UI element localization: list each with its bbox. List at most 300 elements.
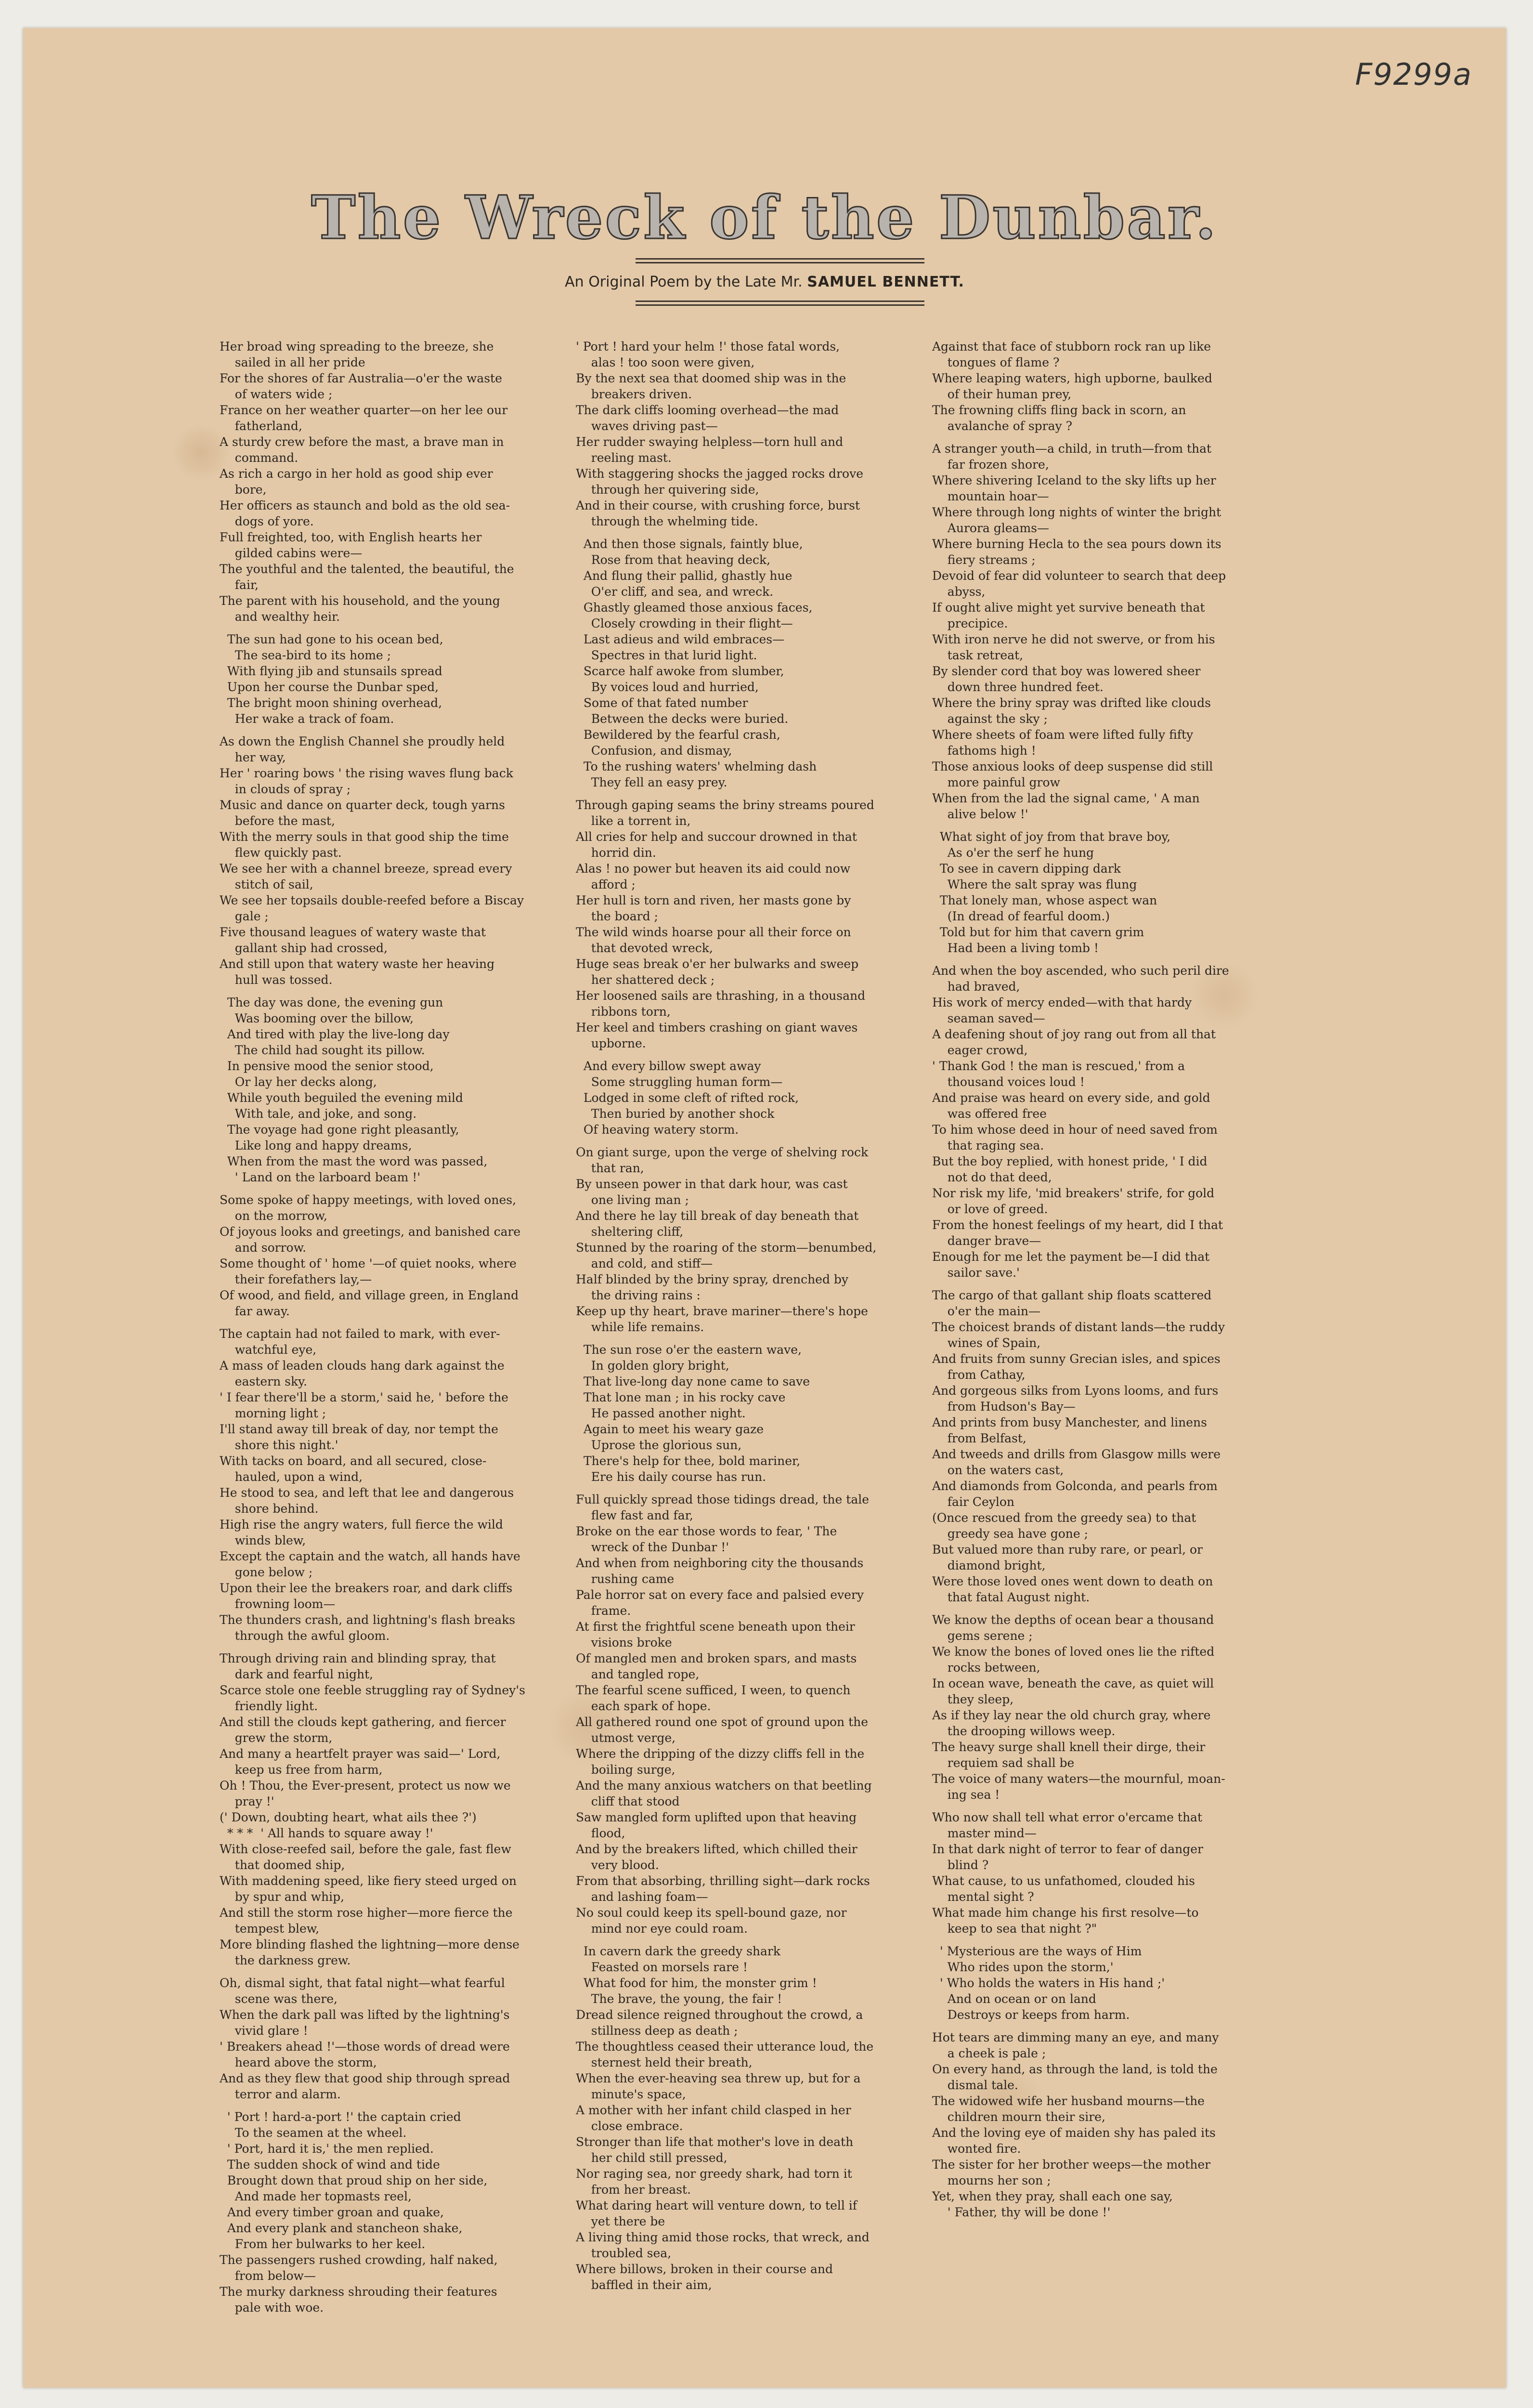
poem-line: More blinding flashed the lightning—more dense	[220, 1937, 520, 1951]
poem-line: utmost verge,	[576, 1731, 676, 1745]
poem-line: upborne.	[576, 1036, 646, 1050]
poem-line: through her quivering side,	[576, 483, 759, 497]
poem-line: or love of greed.	[932, 1202, 1048, 1216]
poem-line: And still upon that watery waste her heaving	[220, 957, 495, 971]
poem-line: By voices loud and hurried,	[576, 680, 759, 694]
poem-line: The day was done, the evening gun	[220, 995, 443, 1009]
poem-line: With the merry souls in that good ship the time	[220, 830, 509, 844]
poem-line: Stunned by the roaring of the storm—benumbed,	[576, 1241, 877, 1255]
poem-line: And every billow swept away	[576, 1059, 761, 1073]
subtitle-prefix: An Original Poem by the Late Mr.	[565, 274, 803, 290]
poem-line: far frozen shore,	[932, 458, 1049, 471]
poem-line: heard above the storm,	[220, 2055, 377, 2069]
poem-line: Destroys or keeps from harm.	[932, 2008, 1130, 2022]
poem-line	[932, 1605, 1365, 1612]
poem-line: the darkness grew.	[220, 1953, 351, 1967]
poem-line: Saw mangled form uplifted upon that heaving	[576, 1810, 857, 1824]
poem-line: And every timber groan and quake,	[220, 2205, 444, 2219]
poem-line: Of wood, and field, and village green, in England	[220, 1288, 519, 1302]
poem-line: And in their course, with crushing force, burst	[576, 498, 860, 512]
poem-line: terror and alarm.	[220, 2087, 341, 2101]
poem-line: Scarce half awoke from slumber,	[576, 664, 784, 678]
poem-line	[932, 1803, 1365, 1809]
poem-line: pale with woe.	[220, 2301, 324, 2315]
poem-line: Had been a living tomb !	[932, 941, 1099, 955]
poem-line: o'er the main—	[932, 1304, 1040, 1318]
poem-line: And every plank and stancheon shake,	[220, 2221, 463, 2235]
poem-line: gilded cabins were—	[220, 546, 363, 560]
poem-line: mental sight ?	[932, 1890, 1034, 1904]
poem-line: That lonely man, whose aspect wan	[932, 893, 1157, 907]
poem-line: stitch of sail,	[220, 877, 313, 891]
poem-line: scene was there,	[220, 1992, 338, 2006]
poem-line: A mass of leaden clouds hang dark against the	[220, 1359, 505, 1373]
poem-line: flew quickly past.	[220, 846, 342, 860]
poem-line: gone below ;	[220, 1565, 313, 1579]
poem-line: The choicest brands of distant lands—the ruddy	[932, 1320, 1225, 1334]
poem-line: on the morrow,	[220, 1209, 327, 1223]
poem-line: * * * ' All hands to square away !'	[220, 1826, 433, 1840]
poem-line: What daring heart will venture down, to tell if	[576, 2199, 857, 2212]
poem-line: To the seamen at the wheel.	[220, 2126, 407, 2140]
poem-line: The bright moon shining overhead,	[220, 696, 442, 710]
poem-line: High rise the angry waters, full fierce the wild	[220, 1518, 503, 1531]
poem-line: shore this night.'	[220, 1438, 338, 1452]
poem-line: one living man ;	[576, 1193, 689, 1207]
poem-line: through the awful gloom.	[220, 1629, 390, 1643]
poem-line: And made her topmasts reel,	[220, 2189, 412, 2203]
poem-line: The thunders crash, and lightning's flash breaks	[220, 1613, 516, 1627]
poem-line: Told but for him that cavern grim	[932, 925, 1144, 939]
poem-line: Her keel and timbers crashing on giant waves	[576, 1021, 858, 1034]
poem-line: rushing came	[576, 1572, 675, 1586]
poem-line: The voice of many waters—the mournful, moan-	[932, 1772, 1225, 1786]
poem-line: The sun had gone to his ocean bed,	[220, 632, 443, 646]
poem-line: And prints from busy Manchester, and linens	[932, 1415, 1207, 1429]
poem-line: To him whose deed in hour of need saved from	[932, 1123, 1218, 1137]
poem-line: As rich a cargo in her hold as good ship ever	[220, 467, 493, 481]
poem-line: Full freighted, too, with English hearts her	[220, 530, 482, 544]
poem-line: That lone man ; in his rocky cave	[576, 1390, 786, 1404]
poem-line: And diamonds from Golconda, and pearls from	[932, 1479, 1218, 1493]
poem-line: Bewildered by the fearful crash,	[576, 728, 780, 742]
poem-line: What cause, to us unfathomed, clouded his	[932, 1874, 1195, 1888]
poem-line: gems serene ;	[932, 1629, 1033, 1643]
poem-line: To see in cavern dipping dark	[932, 862, 1121, 876]
poem-line: vivid glare !	[220, 2024, 308, 2038]
poem-line: When from the mast the word was passed,	[220, 1154, 488, 1168]
poem-line: We see her with a channel breeze, spread every	[220, 862, 512, 876]
poem-line: Where the salt spray was flung	[932, 877, 1137, 891]
poem-line: And there he lay till break of day beneath that	[576, 1209, 859, 1223]
poem-title: The Wreck of the Dunbar.	[311, 183, 1218, 253]
poem-line: wreck of the Dunbar !'	[576, 1540, 729, 1554]
poem-line: Half blinded by the briny spray, drenched by	[576, 1272, 849, 1286]
poem-line: minute's space,	[576, 2087, 686, 2101]
poem-subtitle	[23, 274, 1506, 290]
poem-line: In pensive mood the senior stood,	[220, 1059, 434, 1073]
poem-line: Aurora gleams—	[932, 521, 1049, 535]
poem-line: The parent with his household, and the young	[220, 594, 500, 608]
poem-line: Upon her course the Dunbar sped,	[220, 680, 439, 694]
poem-line: stillness deep as death ;	[576, 2024, 738, 2038]
poem-line: boiling surge,	[576, 1763, 676, 1777]
poem-line: avalanche of spray ?	[932, 419, 1072, 433]
poem-line: The child had sought its pillow.	[220, 1043, 425, 1057]
poem-line: Five thousand leagues of watery waste that	[220, 925, 486, 939]
poem-line: afford ;	[576, 877, 636, 891]
poem-line: The sun rose o'er the eastern wave,	[576, 1343, 802, 1357]
poem-line: The murky darkness shrouding their features	[220, 2285, 497, 2299]
poem-line: from Belfast,	[932, 1431, 1026, 1445]
poem-line: Of heaving watery storm.	[576, 1123, 739, 1137]
poem-line: What food for him, the monster grim !	[576, 1976, 817, 1990]
poem-line: eager crowd,	[932, 1043, 1028, 1057]
poem-line: Where the briny spray was drifted like clouds	[932, 696, 1211, 710]
poem-line: shore behind.	[220, 1502, 319, 1516]
poem-line: master mind—	[932, 1826, 1037, 1840]
poem-line: By the next sea that doomed ship was in the	[576, 371, 846, 385]
poem-line: The wild winds hoarse pour all their force on	[576, 925, 851, 939]
poem-line: With close-reefed sail, before the gale, fast flew	[220, 1842, 511, 1856]
poem-line: tempest blew,	[220, 1922, 320, 1936]
poem-line: I'll stand away till break of day, nor tempt the	[220, 1422, 498, 1436]
poem-line: Where sheets of foam were lifted fully fifty	[932, 728, 1194, 742]
poem-line: By slender cord that boy was lowered sheer	[932, 664, 1201, 678]
poem-line: (' Down, doubting heart, what ails thee ?')	[220, 1810, 477, 1824]
poem-line: The heavy surge shall knell their dirge, their	[932, 1740, 1206, 1754]
poem-line: mountain hoar—	[932, 489, 1049, 503]
poem-line: With tacks on board, and all secured, close-	[220, 1454, 487, 1468]
poem-line: sailed in all her pride	[220, 355, 365, 369]
poem-line: ribbons torn,	[576, 1005, 671, 1019]
poem-line: And many a heartfelt prayer was said—' Lord,	[220, 1747, 501, 1761]
poem-line: the board ;	[576, 909, 658, 923]
poem-line: When from the lad the signal came, ' A man	[932, 791, 1200, 805]
poem-line: With flying jib and stunsails spread	[220, 664, 442, 678]
poem-line: and tangled rope,	[576, 1667, 700, 1681]
poem-line: Or lay her decks along,	[220, 1075, 377, 1089]
poem-line: And still the clouds kept gathering, and fiercer	[220, 1715, 506, 1729]
poem-line: The passengers rushed crowding, half naked,	[220, 2253, 498, 2267]
poem-line: Was booming over the billow,	[220, 1011, 414, 1025]
poem-line: that devoted wreck,	[576, 941, 713, 955]
poem-line: And then those signals, faintly blue,	[576, 537, 803, 551]
poem-line: And the many anxious watchers on that beetling	[576, 1779, 872, 1793]
poem-line: ' Mysterious are the ways of Him	[932, 1944, 1142, 1958]
poem-line: And on ocean or on land	[932, 1992, 1096, 2006]
poem-line: A living thing amid those rocks, that wreck, and	[576, 2230, 870, 2244]
poem-line: Nor risk my life, 'mid breakers' strife, for gold	[932, 1186, 1215, 1200]
poem-line: in clouds of spray ;	[220, 782, 351, 796]
poem-line: her child still pressed,	[576, 2151, 728, 2165]
poem-line: Oh, dismal sight, that fatal night—what fearful	[220, 1976, 505, 1990]
poem-line: fatherland,	[220, 419, 302, 433]
poem-line: In golden glory bright,	[576, 1359, 729, 1373]
poem-line	[932, 1281, 1365, 1287]
poem-line: And when from neighboring city the thousands	[576, 1556, 864, 1570]
poem-line: And by the breakers lifted, which chilled their	[576, 1842, 857, 1856]
poem-line: rocks between,	[932, 1661, 1040, 1675]
poem-line: the driving rains :	[576, 1288, 701, 1302]
poem-line: keep to sea that night ?"	[932, 1922, 1097, 1936]
poem-line: As o'er the serf he hung	[932, 846, 1094, 860]
poem-line: Her wake a track of foam.	[220, 712, 394, 726]
poem-line: All gathered round one spot of ground upon the	[576, 1715, 869, 1729]
poem-line: We know the depths of ocean bear a thousand	[932, 1613, 1214, 1627]
poem-line: Stronger than life that mother's love in death	[576, 2135, 854, 2149]
poem-line: Where shivering Iceland to the sky lifts up her	[932, 473, 1216, 487]
poem-line: Her hull is torn and riven, her masts gone by	[576, 893, 851, 907]
poem-line: Then buried by another shock	[576, 1107, 775, 1121]
poem-line: wines of Spain,	[932, 1336, 1041, 1350]
poem-line: With tale, and joke, and song.	[220, 1107, 417, 1121]
poem-line: Those anxious looks of deep suspense did still	[932, 759, 1213, 773]
poem-line: Closely crowding in their flight—	[576, 616, 793, 630]
poem-line: All cries for help and succour drowned in that	[576, 830, 857, 844]
poem-line: mind nor eye could roam.	[576, 1922, 748, 1936]
poem-line: ' Father, thy will be done !'	[932, 2205, 1111, 2219]
poem-line: cliff that stood	[576, 1794, 680, 1808]
subtitle-rule-lower	[636, 304, 924, 306]
poem-line: keep us free from harm,	[220, 1763, 383, 1777]
poem-line: of waters wide ;	[220, 387, 333, 401]
poem-line: The fearful scene sufficed, I ween, to quench	[576, 1683, 851, 1697]
poem-line: ' I fear there'll be a storm,' said he, ' before the	[220, 1390, 508, 1404]
poem-line: Upon their lee the breakers roar, and dark cliffs	[220, 1581, 513, 1595]
poem-line: Like long and happy dreams,	[220, 1139, 412, 1152]
title-rule-upper	[636, 258, 924, 260]
poem-line: And when the boy ascended, who such peril dire	[932, 964, 1229, 978]
poem-line: diamond bright,	[932, 1558, 1046, 1572]
poem-line: We see her topsails double-reefed before a Biscay	[220, 893, 524, 907]
poem-line: Through gaping seams the briny streams poured	[576, 798, 874, 812]
poem-line: The thoughtless ceased their utterance loud, the	[576, 2040, 874, 2054]
poem-line: had braved,	[932, 980, 1020, 994]
poem-line: There's help for thee, bold mariner,	[576, 1454, 801, 1468]
poem-line: eastern sky.	[220, 1374, 307, 1388]
poem-line: troubled sea,	[576, 2246, 672, 2260]
poem-line: thousand voices loud !	[932, 1075, 1085, 1089]
poem-line: What made him change his first resolve—to	[932, 1906, 1199, 1920]
poem-line: (Once rescued from the greedy sea) to that	[932, 1511, 1196, 1525]
poem-line: like a torrent in,	[576, 814, 691, 828]
poem-line: far away.	[220, 1304, 290, 1318]
poem-line: Devoid of fear did volunteer to search that deep	[932, 569, 1226, 583]
poem-line: The sudden shock of wind and tide	[220, 2158, 440, 2172]
poem-line: from below—	[220, 2269, 316, 2283]
poem-line: ' Who holds the waters in His hand ;'	[932, 1976, 1165, 1990]
poem-line: Were those loved ones went down to death on	[932, 1574, 1213, 1588]
poem-line: The voyage had gone right pleasantly,	[220, 1123, 459, 1137]
poem-line: the drooping willows weep.	[932, 1724, 1116, 1738]
poem-line: sailor save.'	[932, 1266, 1020, 1280]
poem-line: Except the captain and the watch, all hands have	[220, 1549, 520, 1563]
poem-line: waves driving past—	[576, 419, 718, 433]
poem-line: On every hand, as through the land, is told the	[932, 2062, 1218, 2076]
poem-line: hull was tossed.	[220, 973, 333, 987]
poem-line	[932, 956, 1365, 963]
poem-line: Enough for me let the payment be—I did that	[932, 1250, 1210, 1264]
poem-line: And still the storm rose higher—more fierce the	[220, 1906, 513, 1920]
poem-line: By unseen power in that dark hour, was cast	[576, 1177, 848, 1191]
poem-line: was offered free	[932, 1107, 1047, 1121]
poem-line: Where billows, broken in their course and	[576, 2262, 833, 2276]
poem-line: The widowed wife her husband mourns—the	[932, 2094, 1205, 2108]
poem-line: Her officers as staunch and bold as the old sea-	[220, 498, 510, 512]
poem-line: The frowning cliffs fling back in scorn, an	[932, 403, 1186, 417]
poem-line: In cavern dark the greedy shark	[576, 1944, 781, 1958]
poem-line: each spark of hope.	[576, 1699, 711, 1713]
poem-line: that doomed ship,	[220, 1858, 345, 1872]
poem-line: very blood.	[576, 1858, 659, 1872]
poem-line: He stood to sea, and left that lee and dangerous	[220, 1486, 514, 1500]
poem-line: precipice.	[932, 616, 1008, 630]
poem-line: From her bulwarks to her keel.	[220, 2237, 426, 2251]
poem-line: watchful eye,	[220, 1343, 317, 1357]
poem-line: Huge seas break o'er her bulwarks and sweep	[576, 957, 859, 971]
poem-line: Broke on the ear those words to fear, ' The	[576, 1524, 837, 1538]
poem-line: ing sea !	[932, 1788, 1000, 1802]
poem-line: winds blew,	[220, 1533, 306, 1547]
poem-line: Where burning Hecla to the sea pours down its	[932, 537, 1221, 551]
poem-line: mourns her son ;	[932, 2173, 1051, 2187]
poem-line: down three hundred feet.	[932, 680, 1104, 694]
poem-line: From that absorbing, thrilling sight—dark rocks	[576, 1874, 870, 1888]
poem-line: The youthful and the talented, the beautiful, the	[220, 562, 514, 576]
poem-line: grew the storm,	[220, 1731, 333, 1745]
poem-line: He passed another night.	[576, 1406, 746, 1420]
poem-line: abyss,	[932, 585, 986, 599]
poem-line: Again to meet his weary gaze	[576, 1422, 764, 1436]
poem-line: greedy sea have gone ;	[932, 1527, 1089, 1541]
poem-line: With iron nerve he did not swerve, or from his	[932, 632, 1215, 646]
poem-line: Keep up thy heart, brave mariner—there's hope	[576, 1304, 868, 1318]
poem-line: From the honest feelings of my heart, did I that	[932, 1218, 1223, 1232]
poem-line: At first the frightful scene beneath upon their	[576, 1620, 855, 1634]
poem-line: And gorgeous silks from Lyons looms, and furs	[932, 1384, 1219, 1398]
poem-line: Some of that fated number	[576, 696, 748, 710]
poem-line: But the boy replied, with honest pride, ' I did	[932, 1154, 1208, 1168]
poem-line: they sleep,	[932, 1692, 1014, 1706]
poem-line: With maddening speed, like fiery steed urged on	[220, 1874, 517, 1888]
poem-line: While youth beguiled the evening mild	[220, 1091, 463, 1105]
poem-line: her way,	[220, 750, 286, 764]
poem-line: Oh ! Thou, the Ever-present, protect us now we	[220, 1779, 511, 1793]
poem-line: Scarce stole one feeble struggling ray of Sydney's	[220, 1683, 525, 1697]
poem-line: Uprose the glorious sun,	[576, 1438, 742, 1452]
poem-line: morning light ;	[220, 1406, 326, 1420]
poem-line: As if they lay near the old church gray, where	[932, 1708, 1211, 1722]
poem-line: alive below !'	[932, 807, 1028, 821]
poem-line: With staggering shocks the jagged rocks drove	[576, 467, 863, 481]
poem-line: Where through long nights of winter the bright	[932, 505, 1221, 519]
poem-line: Alas ! no power but heaven its aid could now	[576, 862, 851, 876]
poem-line: In that dark night of terror to fear of danger	[932, 1842, 1203, 1856]
poem-line: Her broad wing spreading to the breeze, she	[220, 340, 494, 353]
poem-line: Ghastly gleamed those anxious faces,	[576, 601, 813, 615]
poem-line: O'er cliff, and sea, and wreck.	[576, 585, 774, 599]
poem-line: The sister for her brother weeps—the mother	[932, 2158, 1211, 2172]
poem-line: And the loving eye of maiden shy has paled its	[932, 2126, 1216, 2140]
poem-line: ' Land on the larboard beam !'	[220, 1170, 421, 1184]
poem-line: dismal tale.	[932, 2078, 1018, 2092]
poem-line: alas ! too soon were given,	[576, 355, 755, 369]
poem-line: fathoms high !	[932, 744, 1036, 758]
poem-line: bore,	[220, 483, 267, 497]
poem-line: sheltering cliff,	[576, 1225, 684, 1239]
poem-line: A stranger youth—a child, in truth—from that	[932, 442, 1212, 456]
poem-line: reeling mast.	[576, 451, 672, 465]
poem-line: Of mangled men and broken spars, and masts	[576, 1651, 857, 1665]
poem-line: frame.	[576, 1604, 631, 1618]
poem-line: We know the bones of loved ones lie the rifted	[932, 1645, 1215, 1659]
poem-line: But valued more than ruby rare, or pearl, or	[932, 1543, 1203, 1557]
poem-line: sternest held their breath,	[576, 2055, 753, 2069]
poem-line: a cheek is pale ;	[932, 2046, 1046, 2060]
poem-line: What sight of joy from that brave boy,	[932, 830, 1171, 844]
poem-line: her shattered deck ;	[576, 973, 715, 987]
poem-line: That live-long day none came to save	[576, 1374, 810, 1388]
poem-line: Between the decks were buried.	[576, 712, 789, 726]
poem-line: Confusion, and dismay,	[576, 744, 732, 758]
poem-line: fair,	[220, 578, 259, 592]
poem-line: flood,	[576, 1826, 625, 1840]
poem-line: ' Port ! hard-a-port !' the captain cried	[220, 2110, 461, 2124]
catalogue-reference: F9299a	[1355, 57, 1472, 92]
poem-line: breakers driven.	[576, 387, 692, 401]
poem-line: horrid din.	[576, 846, 656, 860]
poem-line: that fatal August night.	[932, 1590, 1090, 1604]
poem-line: And fruits from sunny Grecian isles, and spices	[932, 1352, 1221, 1366]
poem-line: Against that face of stubborn rock ran up like	[932, 340, 1211, 353]
poem-line: of their human prey,	[932, 387, 1072, 401]
poem-line: And tired with play the live-long day	[220, 1027, 450, 1041]
poem-line: And flung their pallid, ghastly hue	[576, 569, 792, 583]
poem-line: blind ?	[932, 1858, 989, 1872]
poem-line: fiery streams ;	[932, 553, 1036, 567]
poem-line: against the sky ;	[932, 712, 1048, 726]
poem-line: A deafening shout of joy rang out from all that	[932, 1027, 1216, 1041]
poem-line: not do that deed,	[932, 1170, 1052, 1184]
poem-line: and lashing foam—	[576, 1890, 708, 1904]
poem-line	[932, 434, 1365, 441]
poem-line: Who now shall tell what error o'ercame that	[932, 1810, 1203, 1824]
poem-line: Brought down that proud ship on her side,	[220, 2173, 488, 2187]
poem-line	[932, 1937, 1365, 1943]
poem-sheet	[23, 28, 1506, 2388]
poem-line: In ocean wave, beneath the cave, as quiet will	[932, 1676, 1214, 1690]
poem-line: And tweeds and drills from Glasgow mills were	[932, 1447, 1221, 1461]
poem-line: close embrace.	[576, 2119, 683, 2133]
poem-line: danger brave—	[932, 1234, 1041, 1248]
poem-line: that ran,	[576, 1161, 644, 1175]
poem-line: Hot tears are dimming many an eye, and many	[932, 2030, 1219, 2044]
poem-line: Spectres in that lurid light.	[576, 648, 757, 662]
poem-line: Her loosened sails are thrashing, in a thousand	[576, 989, 866, 1003]
poem-line: Dread silence reigned throughout the crowd, a	[576, 2008, 863, 2022]
poem-line	[932, 2023, 1365, 2029]
poem-line: Some thought of ' home '—of quiet nooks, where	[220, 1256, 517, 1270]
poem-line: ' Port ! hard your helm !' those fatal words,	[576, 340, 840, 353]
poem-line: If ought alive might yet survive beneath that	[932, 601, 1205, 615]
poem-line: Of joyous looks and greetings, and banished care	[220, 1225, 521, 1239]
poem-line: yet there be	[576, 2214, 665, 2228]
poem-line: friendly light.	[220, 1699, 318, 1713]
poem-line: Some spoke of happy meetings, with loved ones,	[220, 1193, 517, 1207]
poem-line: baffled in their aim,	[576, 2278, 712, 2292]
poem-line: Where leaping waters, high upborne, baulked	[932, 371, 1212, 385]
